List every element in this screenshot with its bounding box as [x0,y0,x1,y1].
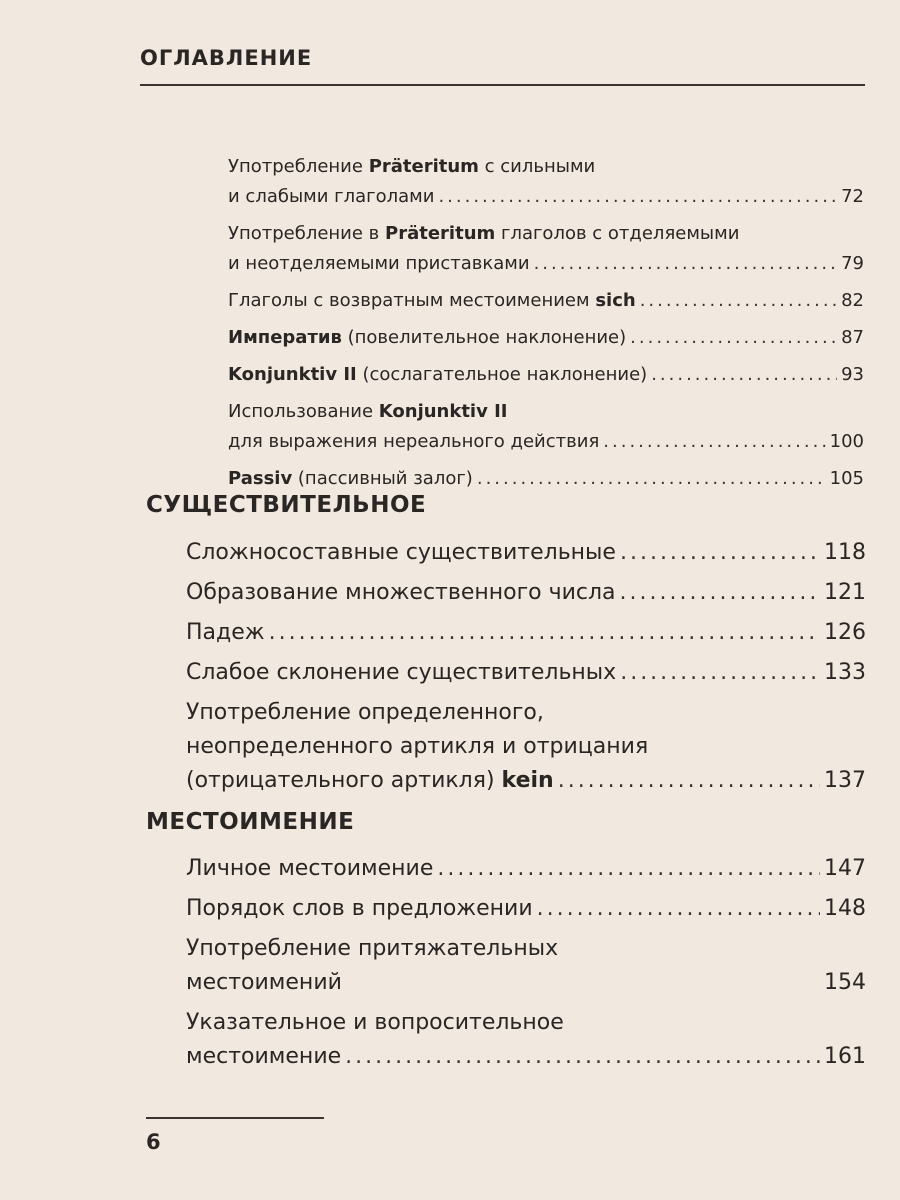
page-number: 154 [824,970,866,995]
dot-leader [620,656,820,690]
footer-rule [146,1117,324,1119]
chapter-title-noun: СУЩЕСТВИТЕЛЬНОЕ [146,492,427,518]
dot-leader [630,323,837,353]
page-number: 87 [841,327,864,348]
toc-entry-personal-pronoun[interactable] [186,852,866,886]
chapter-title-pronoun: МЕСТОИМЕНИЕ [146,809,355,835]
entry-bold: Passiv [228,468,293,489]
page-number: 121 [824,580,866,605]
entry-text: Личное местоимение [186,856,434,881]
toc-entry-demonstrative[interactable] [186,1006,866,1074]
page-number: 148 [824,896,866,921]
entry-text: (повелительное наклонение) [341,327,627,348]
toc-entry-reflexive-sich[interactable] [228,286,864,316]
toc-section-pronouns [186,852,866,1080]
toc-entry-konjunktiv-ii[interactable] [228,360,864,390]
page-number: 126 [824,620,866,645]
toc-entry-compound-nouns[interactable] [186,536,866,570]
dot-leader [603,427,825,457]
page-header: ОГЛАВЛЕНИЕ [140,46,313,70]
entry-text: глаголов с отделяемыми [495,223,740,244]
toc-entry-passiv[interactable] [228,464,864,494]
toc-entry-word-order[interactable] [186,892,866,926]
entry-text: местоимение [186,1044,342,1069]
toc-entry-prateritum-prefixes[interactable] [228,219,864,279]
header-rule [140,84,865,86]
entry-text: Порядок слов в предложении [186,896,533,921]
dot-leader [477,464,826,494]
entry-text: Образование множественного числа [186,580,616,605]
dot-leader [640,286,837,316]
dot-leader [537,892,820,926]
entry-bold: Императив [228,327,342,348]
entry-bold: Konjunktiv II [378,401,508,422]
page-number-footer: 6 [146,1130,161,1154]
page-number: 137 [824,768,866,793]
entry-text: для выражения нереального действия [228,431,600,452]
entry-bold: Präteritum [368,156,479,177]
toc-entry-weak-declension[interactable] [186,656,866,690]
entry-text: неопределенного артикля и отрицания [186,734,649,759]
page-number: 105 [829,468,864,489]
entry-text: с сильными [478,156,596,177]
dot-leader [620,576,820,610]
dot-leader [620,536,820,570]
page-number: 93 [841,364,864,385]
entry-text: (отрицательного артикля) [186,768,502,793]
dot-leader [438,182,837,212]
page-number: 82 [841,290,864,311]
entry-text: Употребление в [228,223,386,244]
page-number: 147 [824,856,866,881]
toc-entry-articles[interactable] [186,696,866,798]
toc-entry-konjunktiv-unreal[interactable] [228,397,864,457]
dot-leader [651,360,837,390]
toc-entry-possessive[interactable] [186,932,866,1000]
page-number: 72 [841,186,864,207]
entry-bold: kein [501,768,554,793]
entry-text: (сослагательное наклонение) [356,364,648,385]
dot-leader [269,616,820,650]
entry-text: местоимений [186,970,342,995]
dot-leader [558,764,820,798]
entry-text: Глаголы с возвратным местоимением [228,290,596,311]
toc-entry-case[interactable] [186,616,866,650]
entry-text: Употребление притяжательных [186,936,559,961]
entry-bold: sich [595,290,636,311]
page-number: 161 [824,1044,866,1069]
toc-entry-plural[interactable] [186,576,866,610]
entry-text: Слабое склонение существительных [186,660,617,685]
entry-text: Использование [228,401,379,422]
entry-text: Употребление [228,156,369,177]
page-number: 79 [841,253,864,274]
page-number: 100 [829,431,864,452]
entry-bold: Präteritum [385,223,496,244]
entry-text: и слабыми глаголами [228,186,435,207]
entry-text: Сложносоставные существительные [186,540,616,565]
entry-text: (пассивный залог) [292,468,473,489]
toc-section-nouns [186,536,866,804]
page-number: 133 [824,660,866,685]
dot-leader [534,249,838,279]
entry-text: Употребление определенного, [186,700,544,725]
entry-bold: Konjunktiv II [228,364,357,385]
toc-entry-prateritum-strong-weak[interactable] [228,152,864,212]
page-number: 118 [824,540,866,565]
entry-text: и неотделяемыми приставками [228,253,530,274]
toc-entry-imperative[interactable] [228,323,864,353]
dot-leader [345,1040,820,1074]
toc-section-verbs [228,152,864,501]
entry-text: Падеж [186,620,265,645]
dot-leader [437,852,820,886]
entry-text: Указательное и вопросительное [186,1010,564,1035]
